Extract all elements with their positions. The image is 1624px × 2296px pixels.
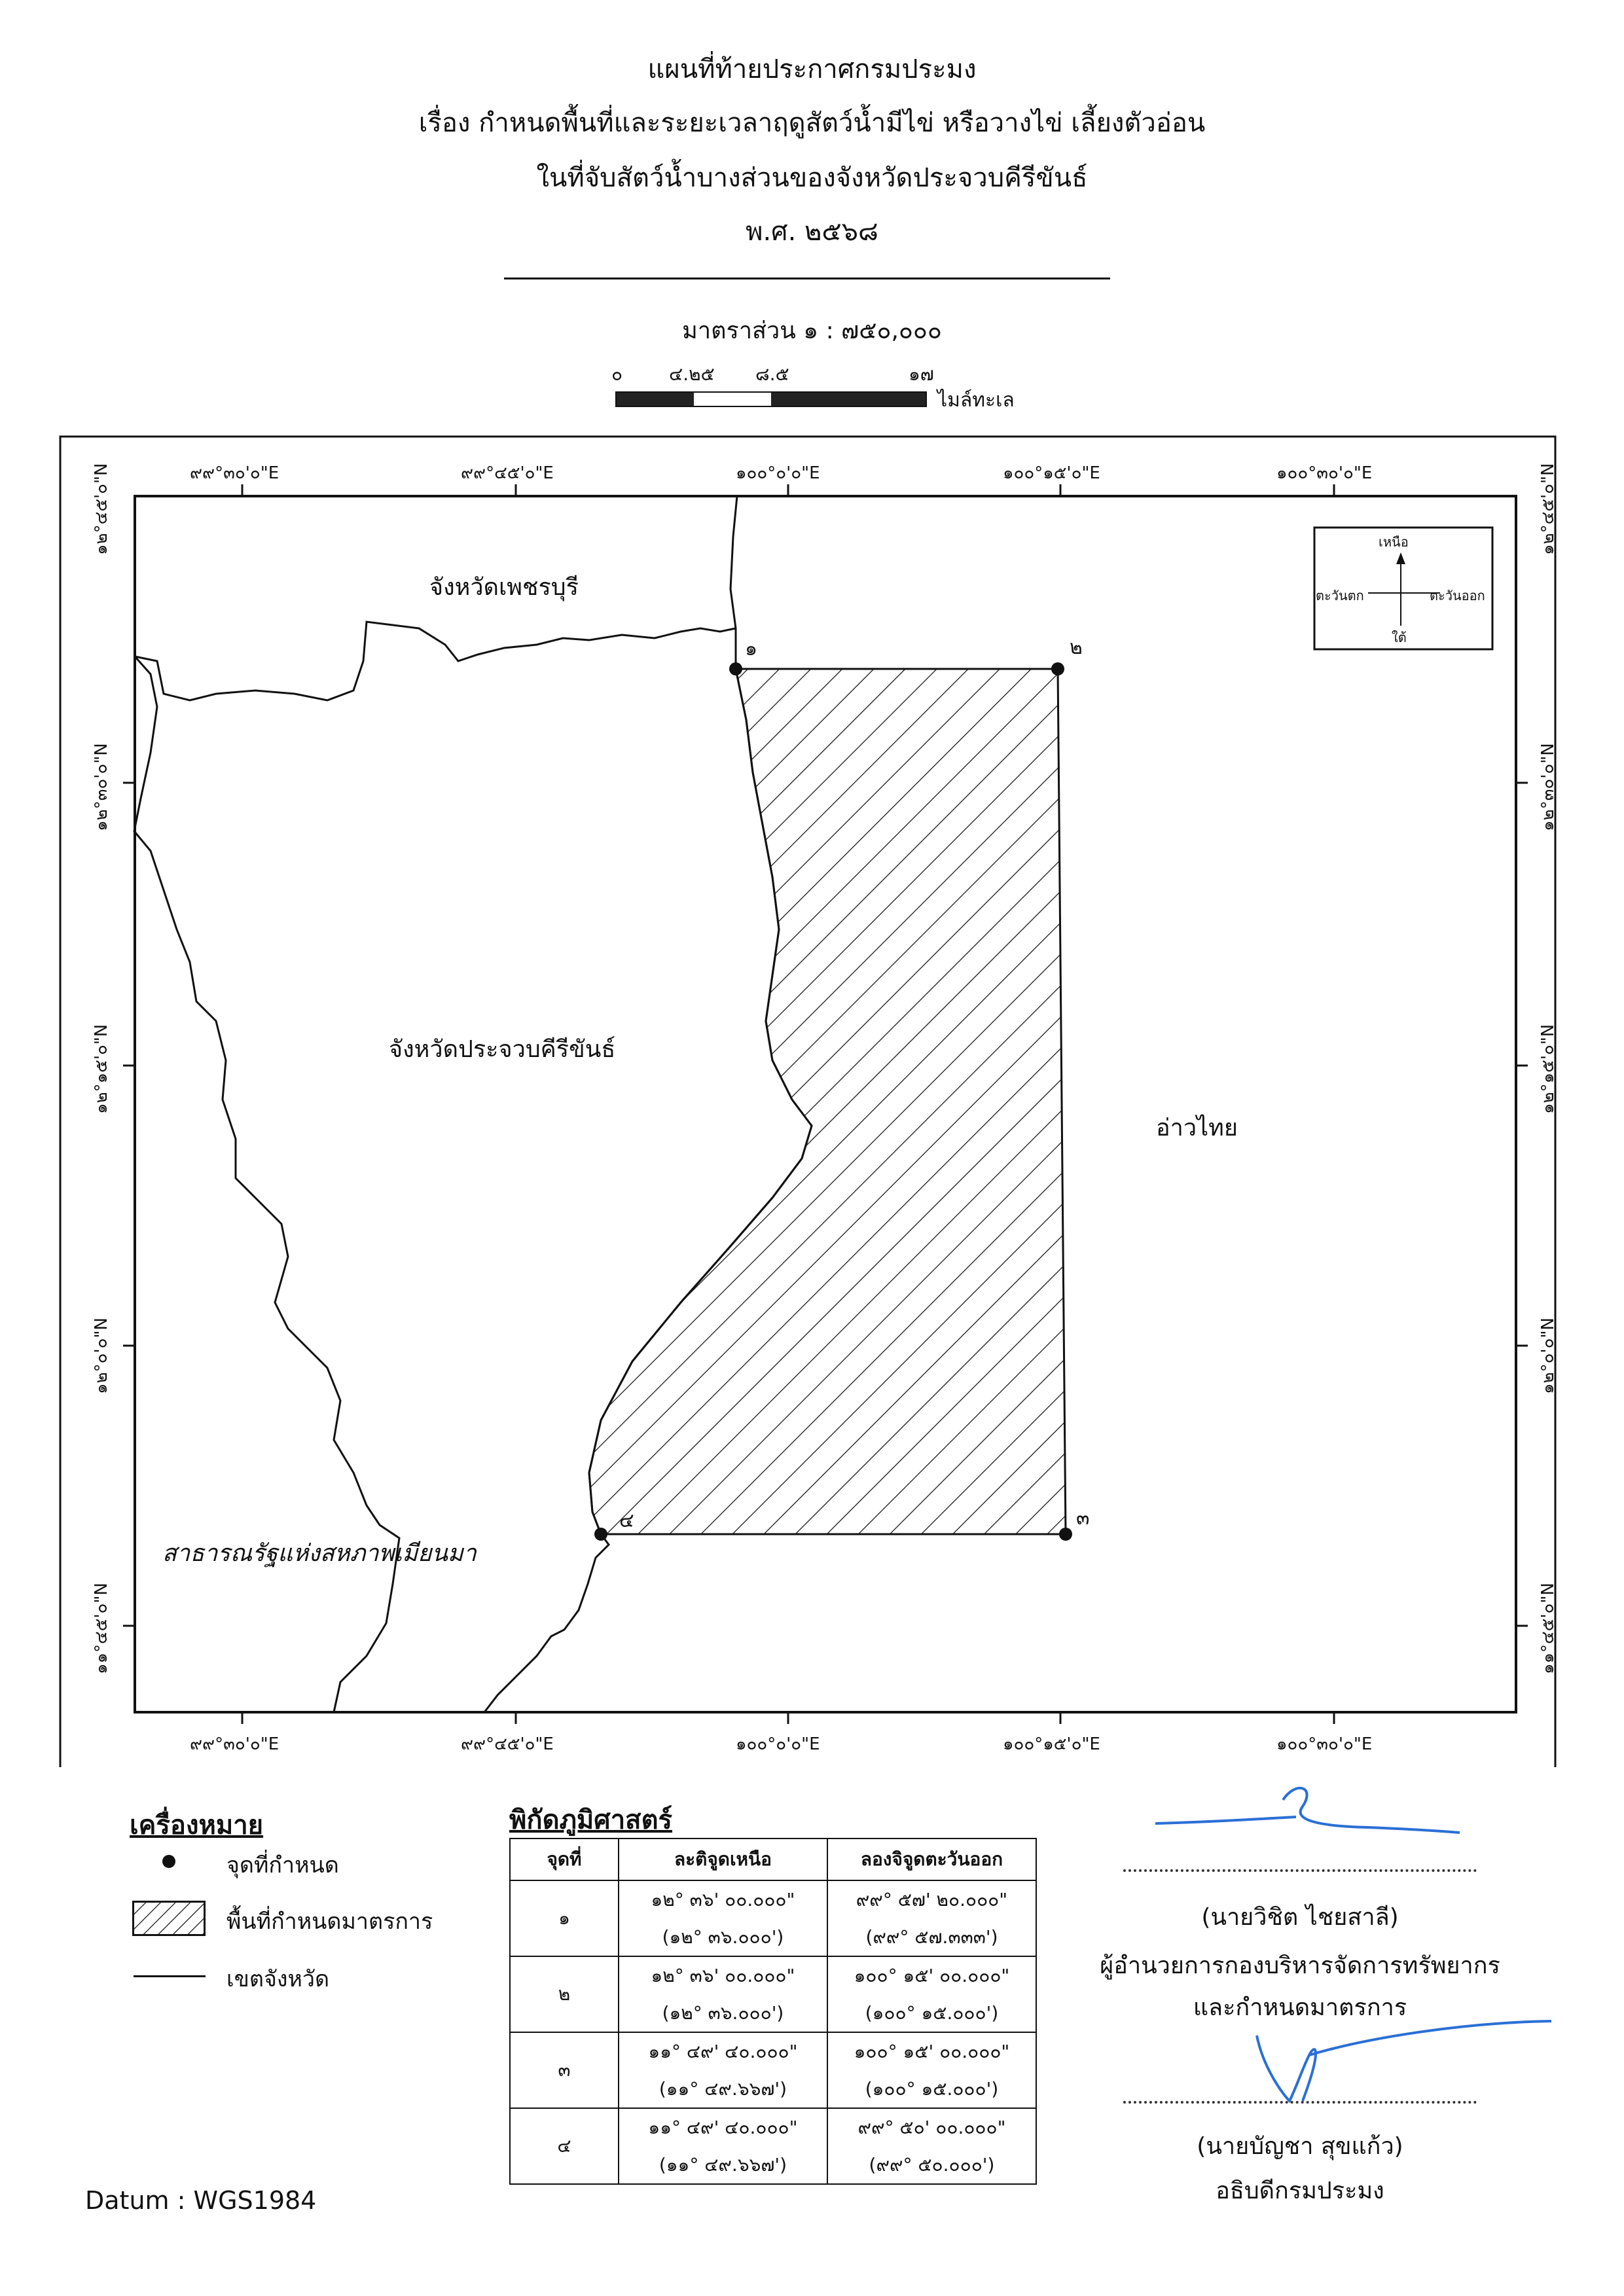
table-cell-no: ๔	[510, 2108, 619, 2184]
lat-label-left-4: ๑๒°๐'๐"N	[92, 1318, 111, 1394]
compass-west: ตะวันตก	[1316, 588, 1364, 603]
legend-title: เครื่องหมาย	[130, 1810, 264, 1840]
lon-label-top-3: ๑๐๐°๐'๐"E	[736, 463, 820, 483]
scale-tick-3: ๑๗	[909, 363, 934, 385]
lat-label-right-5: ๑๑°๔๕'๐"N	[1538, 1583, 1558, 1674]
table-cell-lat-dec: (๑๑° ๔๙.๖๖๗')	[619, 2070, 827, 2108]
coords-header-lat: ละติจูดเหนือ	[619, 1839, 827, 1880]
table-cell-no: ๒	[510, 1956, 619, 2032]
coords-header-row	[510, 1839, 1036, 1880]
point-marker-3	[1059, 1528, 1072, 1541]
header-line-4: พ.ศ. ๒๕๖๘	[746, 217, 878, 247]
scale-tick-1: ๔.๒๕	[669, 363, 715, 385]
lat-label-right-3: ๑๒°๑๕'๐"N	[1538, 1024, 1558, 1114]
legend-point-icon	[162, 1855, 175, 1868]
lat-label-right-4: ๑๒°๐'๐"N	[1538, 1318, 1558, 1394]
signature-1-title-2: และกำหนดมาตรการ	[1193, 1994, 1407, 2021]
signature-1-title-1: ผู้อำนวยการกองบริหารจัดการทรัพยากร	[1100, 1952, 1500, 1979]
table-cell-lat-dms: ๑๑° ๔๙' ๔๐.๐๐๐"	[619, 2108, 827, 2146]
table-cell-no: ๑	[510, 1880, 619, 1956]
coords-header-no: จุดที่	[510, 1839, 619, 1880]
table-cell-lon-dec: (๑๐๐° ๑๕.๐๐๐')	[827, 2070, 1036, 2108]
table-cell-lon-dms: ๙๙° ๕๗' ๒๐.๐๐๐"	[827, 1880, 1036, 1918]
point-label-4: ๔	[619, 1509, 634, 1532]
legend-point-label: จุดที่กำหนด	[226, 1852, 339, 1878]
table-row	[510, 1880, 1036, 1918]
place-myanmar: สาธารณรัฐแห่งสหภาพเมียนมา	[162, 1540, 477, 1567]
signature-2-title: อธิบดีกรมประมง	[1216, 2178, 1384, 2204]
compass-east: ตะวันออก	[1430, 588, 1485, 603]
lat-label-left-2: ๑๒°๓๐'๐"N	[92, 743, 111, 831]
table-cell-lat-dms: ๑๒° ๓๖' ๐๐.๐๐๐"	[619, 1956, 827, 1994]
table-cell-lon-dms: ๑๐๐° ๑๕' ๐๐.๐๐๐"	[827, 2032, 1036, 2070]
lon-label-bottom-4: ๑๐๐°๑๕'๐"E	[1003, 1734, 1100, 1754]
table-row	[510, 1956, 1036, 1994]
lon-label-top-1: ๙๙°๓๐'๐"E	[190, 463, 280, 483]
lon-label-bottom-1: ๙๙°๓๐'๐"E	[190, 1734, 280, 1754]
point-marker-1	[729, 662, 742, 675]
place-phetchaburi: จังหวัดเพชรบุรี	[429, 574, 579, 601]
table-row	[510, 2032, 1036, 2070]
table-cell-lon-dms: ๙๙° ๕๐' ๐๐.๐๐๐"	[827, 2108, 1036, 2146]
point-label-3: ๓	[1076, 1507, 1090, 1530]
header-line-1: แผนที่ท้ายประกาศกรมประมง	[647, 54, 977, 84]
compass-north: เหนือ	[1379, 534, 1409, 550]
lat-label-right-1: ๑๒°๔๕'๐"N	[1538, 463, 1558, 555]
signature-1-line	[1123, 1869, 1477, 1872]
table-cell-lon-dec: (๙๙° ๕๐.๐๐๐')	[827, 2146, 1036, 2184]
table-cell-lat-dms: ๑๑° ๔๙' ๔๐.๐๐๐"	[619, 2032, 827, 2070]
lon-label-bottom-3: ๑๐๐°๐'๐"E	[736, 1734, 820, 1754]
point-label-2: ๒	[1070, 636, 1083, 659]
compass-south: ใต้	[1392, 630, 1407, 645]
table-cell-no: ๓	[510, 2032, 619, 2108]
signature-2-line	[1123, 2101, 1477, 2104]
coords-table	[509, 1838, 1037, 2185]
signature-2-name: (นายบัญชา สุขแก้ว)	[1197, 2133, 1403, 2160]
signature-2-image	[1244, 2009, 1558, 2114]
coords-title: พิกัดภูมิศาสตร์	[509, 1805, 673, 1835]
point-marker-4	[594, 1528, 607, 1541]
scale-unit: ไมล์ทะเล	[937, 389, 1015, 412]
point-marker-2	[1051, 662, 1064, 675]
boundary-phetchaburi	[135, 622, 736, 700]
lon-label-top-4: ๑๐๐°๑๕'๐"E	[1003, 463, 1100, 483]
table-cell-lat-dec: (๑๑° ๔๙.๖๖๗')	[619, 2146, 827, 2184]
lon-label-top-5: ๑๐๐°๓๐'๐"E	[1276, 463, 1373, 483]
lon-label-top-2: ๙๙°๔๕'๐"E	[461, 463, 554, 483]
measure-area	[589, 669, 1066, 1534]
lat-label-left-3: ๑๒°๑๕'๐"N	[92, 1024, 111, 1114]
table-cell-lat-dms: ๑๒° ๓๖' ๐๐.๐๐๐"	[619, 1880, 827, 1918]
point-label-1: ๑	[745, 637, 758, 660]
table-cell-lat-dec: (๑๒° ๓๖.๐๐๐')	[619, 1994, 827, 2032]
signature-1-image	[1152, 1774, 1466, 1846]
lat-label-right-2: ๑๒°๓๐'๐"N	[1538, 743, 1558, 831]
lon-label-bottom-5: ๑๐๐°๓๐'๐"E	[1276, 1734, 1373, 1754]
datum-label: Datum : WGS1984	[85, 2186, 317, 2215]
legend-boundary-label: เขตจังหวัด	[226, 1966, 330, 1992]
table-cell-lon-dec: (๑๐๐° ๑๕.๐๐๐')	[827, 1994, 1036, 2032]
table-cell-lon-dms: ๑๐๐° ๑๕' ๐๐.๐๐๐"	[827, 1956, 1036, 1994]
header-line-2: เรื่อง กำหนดพื้นที่และระยะเวลาฤดูสัตว์น้ำมีไข่ หรือวางไข่ เลี้ยงตัวอ่อน	[418, 108, 1206, 138]
table-row	[510, 2108, 1036, 2146]
coords-header-lon: ลองจิจูดตะวันออก	[827, 1839, 1036, 1880]
place-gulf: อ่าวไทย	[1156, 1115, 1238, 1141]
table-cell-lat-dec: (๑๒° ๓๖.๐๐๐')	[619, 1918, 827, 1956]
scale-tick-2: ๘.๕	[755, 363, 789, 385]
lat-label-left-1: ๑๒°๔๕'๐"N	[92, 463, 111, 555]
legend-area-icon	[132, 1901, 206, 1936]
lon-label-bottom-2: ๙๙°๔๕'๐"E	[461, 1734, 554, 1754]
signature-1-name: (นายวิชิต ไชยสาลี)	[1201, 1904, 1399, 1931]
legend-area-label: พื้นที่กำหนดมาตรการ	[226, 1909, 433, 1935]
legend-boundary-icon	[134, 1975, 206, 1977]
place-prachuap: จังหวัดประจวบคีรีขันธ์	[389, 1036, 616, 1063]
scale-tick-0: ๐	[611, 363, 623, 385]
table-cell-lon-dec: (๙๙° ๕๗.๓๓๓')	[827, 1918, 1036, 1956]
lat-label-left-5: ๑๑°๔๕'๐"N	[92, 1583, 111, 1674]
header-line-3: ในที่จับสัตว์น้ำบางส่วนของจังหวัดประจวบคีรีขันธ์	[536, 163, 1088, 193]
scale-ratio: มาตราส่วน ๑ : ๗๕๐,๐๐๐	[682, 317, 942, 344]
